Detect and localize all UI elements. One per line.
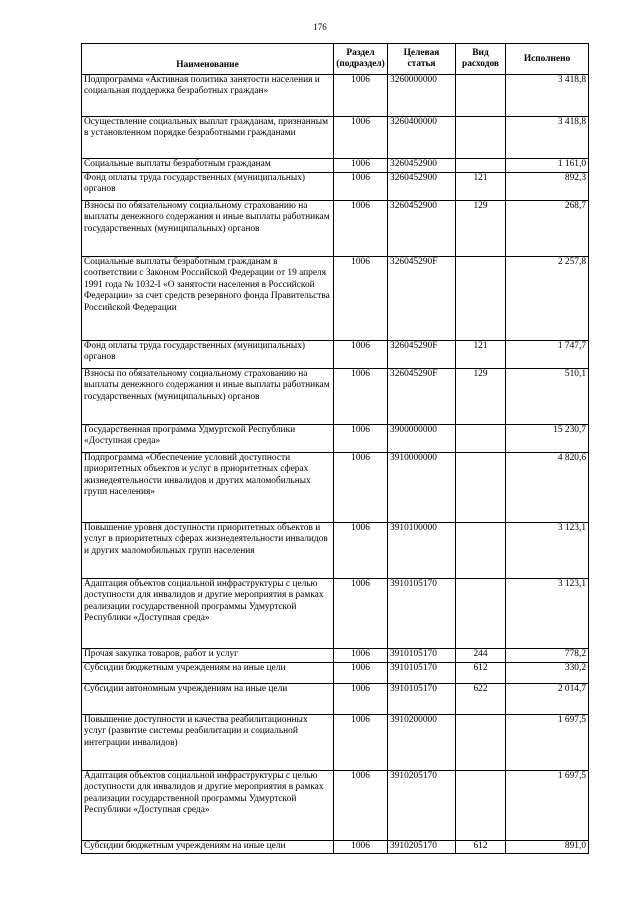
row-executed: 1 161,0 bbox=[506, 159, 589, 173]
row-target-article: 3910105170 bbox=[388, 684, 456, 715]
row-expense-type bbox=[456, 75, 506, 117]
row-name: Осуществление социальных выплат гражданам, признанным в установленном порядке безработными гражданами bbox=[82, 117, 334, 159]
row-section: 1006 bbox=[334, 159, 388, 173]
row-section: 1006 bbox=[334, 173, 388, 201]
row-section: 1006 bbox=[334, 715, 388, 771]
row-expense-type: 121 bbox=[456, 173, 506, 201]
row-expense-type: 129 bbox=[456, 369, 506, 425]
row-target-article: 3910100000 bbox=[388, 523, 456, 579]
row-name: Повышение уровня доступности приоритетных объектов и услуг в приоритетных сферах жизнедеятельности инвалидов и других маломобильных групп населения bbox=[82, 523, 334, 579]
row-expense-type bbox=[456, 453, 506, 523]
table-row bbox=[82, 369, 589, 425]
row-expense-type: 121 bbox=[456, 341, 506, 369]
table-body bbox=[82, 75, 589, 854]
row-expense-type bbox=[456, 117, 506, 159]
row-executed: 4 820,6 bbox=[506, 453, 589, 523]
row-expense-type: 129 bbox=[456, 201, 506, 257]
row-target-article: 3260452900 bbox=[388, 173, 456, 201]
row-expense-type bbox=[456, 579, 506, 649]
row-target-article: 3910105170 bbox=[388, 649, 456, 663]
row-section: 1006 bbox=[334, 201, 388, 257]
row-section: 1006 bbox=[334, 841, 388, 854]
row-executed: 330,2 bbox=[506, 663, 589, 684]
row-name: Субсидии бюджетным учреждениям на иные цели bbox=[82, 663, 334, 684]
row-target-article: 326045290F bbox=[388, 257, 456, 341]
table-row bbox=[82, 579, 589, 649]
table-row bbox=[82, 257, 589, 341]
table-row bbox=[82, 771, 589, 841]
row-name: Субсидии автономным учреждениям на иные цели bbox=[82, 684, 334, 715]
row-expense-type bbox=[456, 425, 506, 453]
row-executed: 2 257,8 bbox=[506, 257, 589, 341]
table-row bbox=[82, 684, 589, 715]
row-name: Взносы по обязательному социальному страхованию на выплаты денежного содержания и иные выплаты работникам государственных (муниципальных) органов bbox=[82, 369, 334, 425]
row-executed: 15 230,7 bbox=[506, 425, 589, 453]
row-target-article: 3910205170 bbox=[388, 771, 456, 841]
header-name: Наименование bbox=[82, 44, 334, 75]
row-executed: 3 123,1 bbox=[506, 579, 589, 649]
table-row bbox=[82, 341, 589, 369]
row-executed: 778,2 bbox=[506, 649, 589, 663]
row-name: Подпрограмма «Активная политика занятости населения и социальная поддержка безработных граждан» bbox=[82, 75, 334, 117]
row-expense-type: 612 bbox=[456, 663, 506, 684]
row-section: 1006 bbox=[334, 523, 388, 579]
row-name: Социальные выплаты безработным гражданам в соответствии с Законом Российской Федерации от 19 апреля 1991 года № 1032-I «О занятости населения в Российской Федерации» за счет средств резервного фонда Правительства Российской Федерации bbox=[82, 257, 334, 341]
table-row bbox=[82, 425, 589, 453]
row-executed: 1 697,5 bbox=[506, 771, 589, 841]
row-name: Адаптация объектов социальной инфраструктуры с целью доступности для инвалидов и другие мероприятия в рамках реализации государственной программы Удмуртской Республики «Доступная среда» bbox=[82, 579, 334, 649]
row-section: 1006 bbox=[334, 341, 388, 369]
page-number: 176 bbox=[313, 22, 327, 32]
row-expense-type bbox=[456, 523, 506, 579]
row-name: Фонд оплаты труда государственных (муниципальных) органов bbox=[82, 173, 334, 201]
row-target-article: 3260000000 bbox=[388, 75, 456, 117]
row-section: 1006 bbox=[334, 453, 388, 523]
row-target-article: 3260452900 bbox=[388, 159, 456, 173]
row-expense-type: 622 bbox=[456, 684, 506, 715]
row-expense-type bbox=[456, 159, 506, 173]
row-executed: 2 014,7 bbox=[506, 684, 589, 715]
row-executed: 3 123,1 bbox=[506, 523, 589, 579]
table-row bbox=[82, 201, 589, 257]
row-section: 1006 bbox=[334, 771, 388, 841]
row-target-article: 326045290F bbox=[388, 341, 456, 369]
row-executed: 1 697,5 bbox=[506, 715, 589, 771]
table-row bbox=[82, 649, 589, 663]
table-row bbox=[82, 715, 589, 771]
row-expense-type bbox=[456, 715, 506, 771]
row-executed: 3 418,8 bbox=[506, 75, 589, 117]
row-target-article: 3910105170 bbox=[388, 663, 456, 684]
row-section: 1006 bbox=[334, 684, 388, 715]
row-target-article: 3910205170 bbox=[388, 841, 456, 854]
row-section: 1006 bbox=[334, 649, 388, 663]
header-executed: Исполнено bbox=[506, 44, 589, 75]
table-row bbox=[82, 173, 589, 201]
row-name: Подпрограмма «Обеспечение условий доступности приоритетных объектов и услуг в приоритетных сферах жизнедеятельности инвалидов и других маломобильных групп населения» bbox=[82, 453, 334, 523]
table-row bbox=[82, 117, 589, 159]
row-section: 1006 bbox=[334, 425, 388, 453]
table-row bbox=[82, 841, 589, 854]
table-row bbox=[82, 523, 589, 579]
row-name: Повышение доступности и качества реабилитационных услуг (развитие системы реабилитации и социальной интеграции инвалидов) bbox=[82, 715, 334, 771]
row-executed: 3 418,8 bbox=[506, 117, 589, 159]
row-target-article: 326045290F bbox=[388, 369, 456, 425]
header-target-article: Целевая статья bbox=[388, 44, 456, 75]
table-row bbox=[82, 159, 589, 173]
row-expense-type: 244 bbox=[456, 649, 506, 663]
row-target-article: 3260400000 bbox=[388, 117, 456, 159]
row-section: 1006 bbox=[334, 663, 388, 684]
row-name: Субсидии бюджетным учреждениям на иные цели bbox=[82, 841, 334, 854]
row-name: Фонд оплаты труда государственных (муниципальных) органов bbox=[82, 341, 334, 369]
header-expense-type: Вид расходов bbox=[456, 44, 506, 75]
row-section: 1006 bbox=[334, 257, 388, 341]
header-section: Раздел (подраздел) bbox=[334, 44, 388, 75]
row-section: 1006 bbox=[334, 579, 388, 649]
row-name: Государственная программа Удмуртской Республики «Доступная среда» bbox=[82, 425, 334, 453]
row-section: 1006 bbox=[334, 75, 388, 117]
row-executed: 892,3 bbox=[506, 173, 589, 201]
table-row bbox=[82, 453, 589, 523]
row-name: Прочая закупка товаров, работ и услуг bbox=[82, 649, 334, 663]
row-executed: 510,1 bbox=[506, 369, 589, 425]
row-executed: 891,0 bbox=[506, 841, 589, 854]
row-executed: 268,7 bbox=[506, 201, 589, 257]
row-expense-type: 612 bbox=[456, 841, 506, 854]
row-expense-type bbox=[456, 771, 506, 841]
table-row bbox=[82, 75, 589, 117]
row-target-article: 3260452900 bbox=[388, 201, 456, 257]
table-header-row bbox=[82, 44, 589, 75]
row-name: Социальные выплаты безработным гражданам bbox=[82, 159, 334, 173]
budget-table bbox=[81, 43, 589, 854]
row-name: Взносы по обязательному социальному страхованию на выплаты денежного содержания и иные выплаты работникам государственных (муниципальных) органов bbox=[82, 201, 334, 257]
row-section: 1006 bbox=[334, 369, 388, 425]
row-name: Адаптация объектов социальной инфраструктуры с целью доступности для инвалидов и другие мероприятия в рамках реализации государственной программы Удмуртской Республики «Доступная среда» bbox=[82, 771, 334, 841]
row-section: 1006 bbox=[334, 117, 388, 159]
table-row bbox=[82, 663, 589, 684]
row-target-article: 3910200000 bbox=[388, 715, 456, 771]
row-target-article: 3900000000 bbox=[388, 425, 456, 453]
row-executed: 1 747,7 bbox=[506, 341, 589, 369]
row-target-article: 3910000000 bbox=[388, 453, 456, 523]
row-target-article: 3910105170 bbox=[388, 579, 456, 649]
row-expense-type bbox=[456, 257, 506, 341]
